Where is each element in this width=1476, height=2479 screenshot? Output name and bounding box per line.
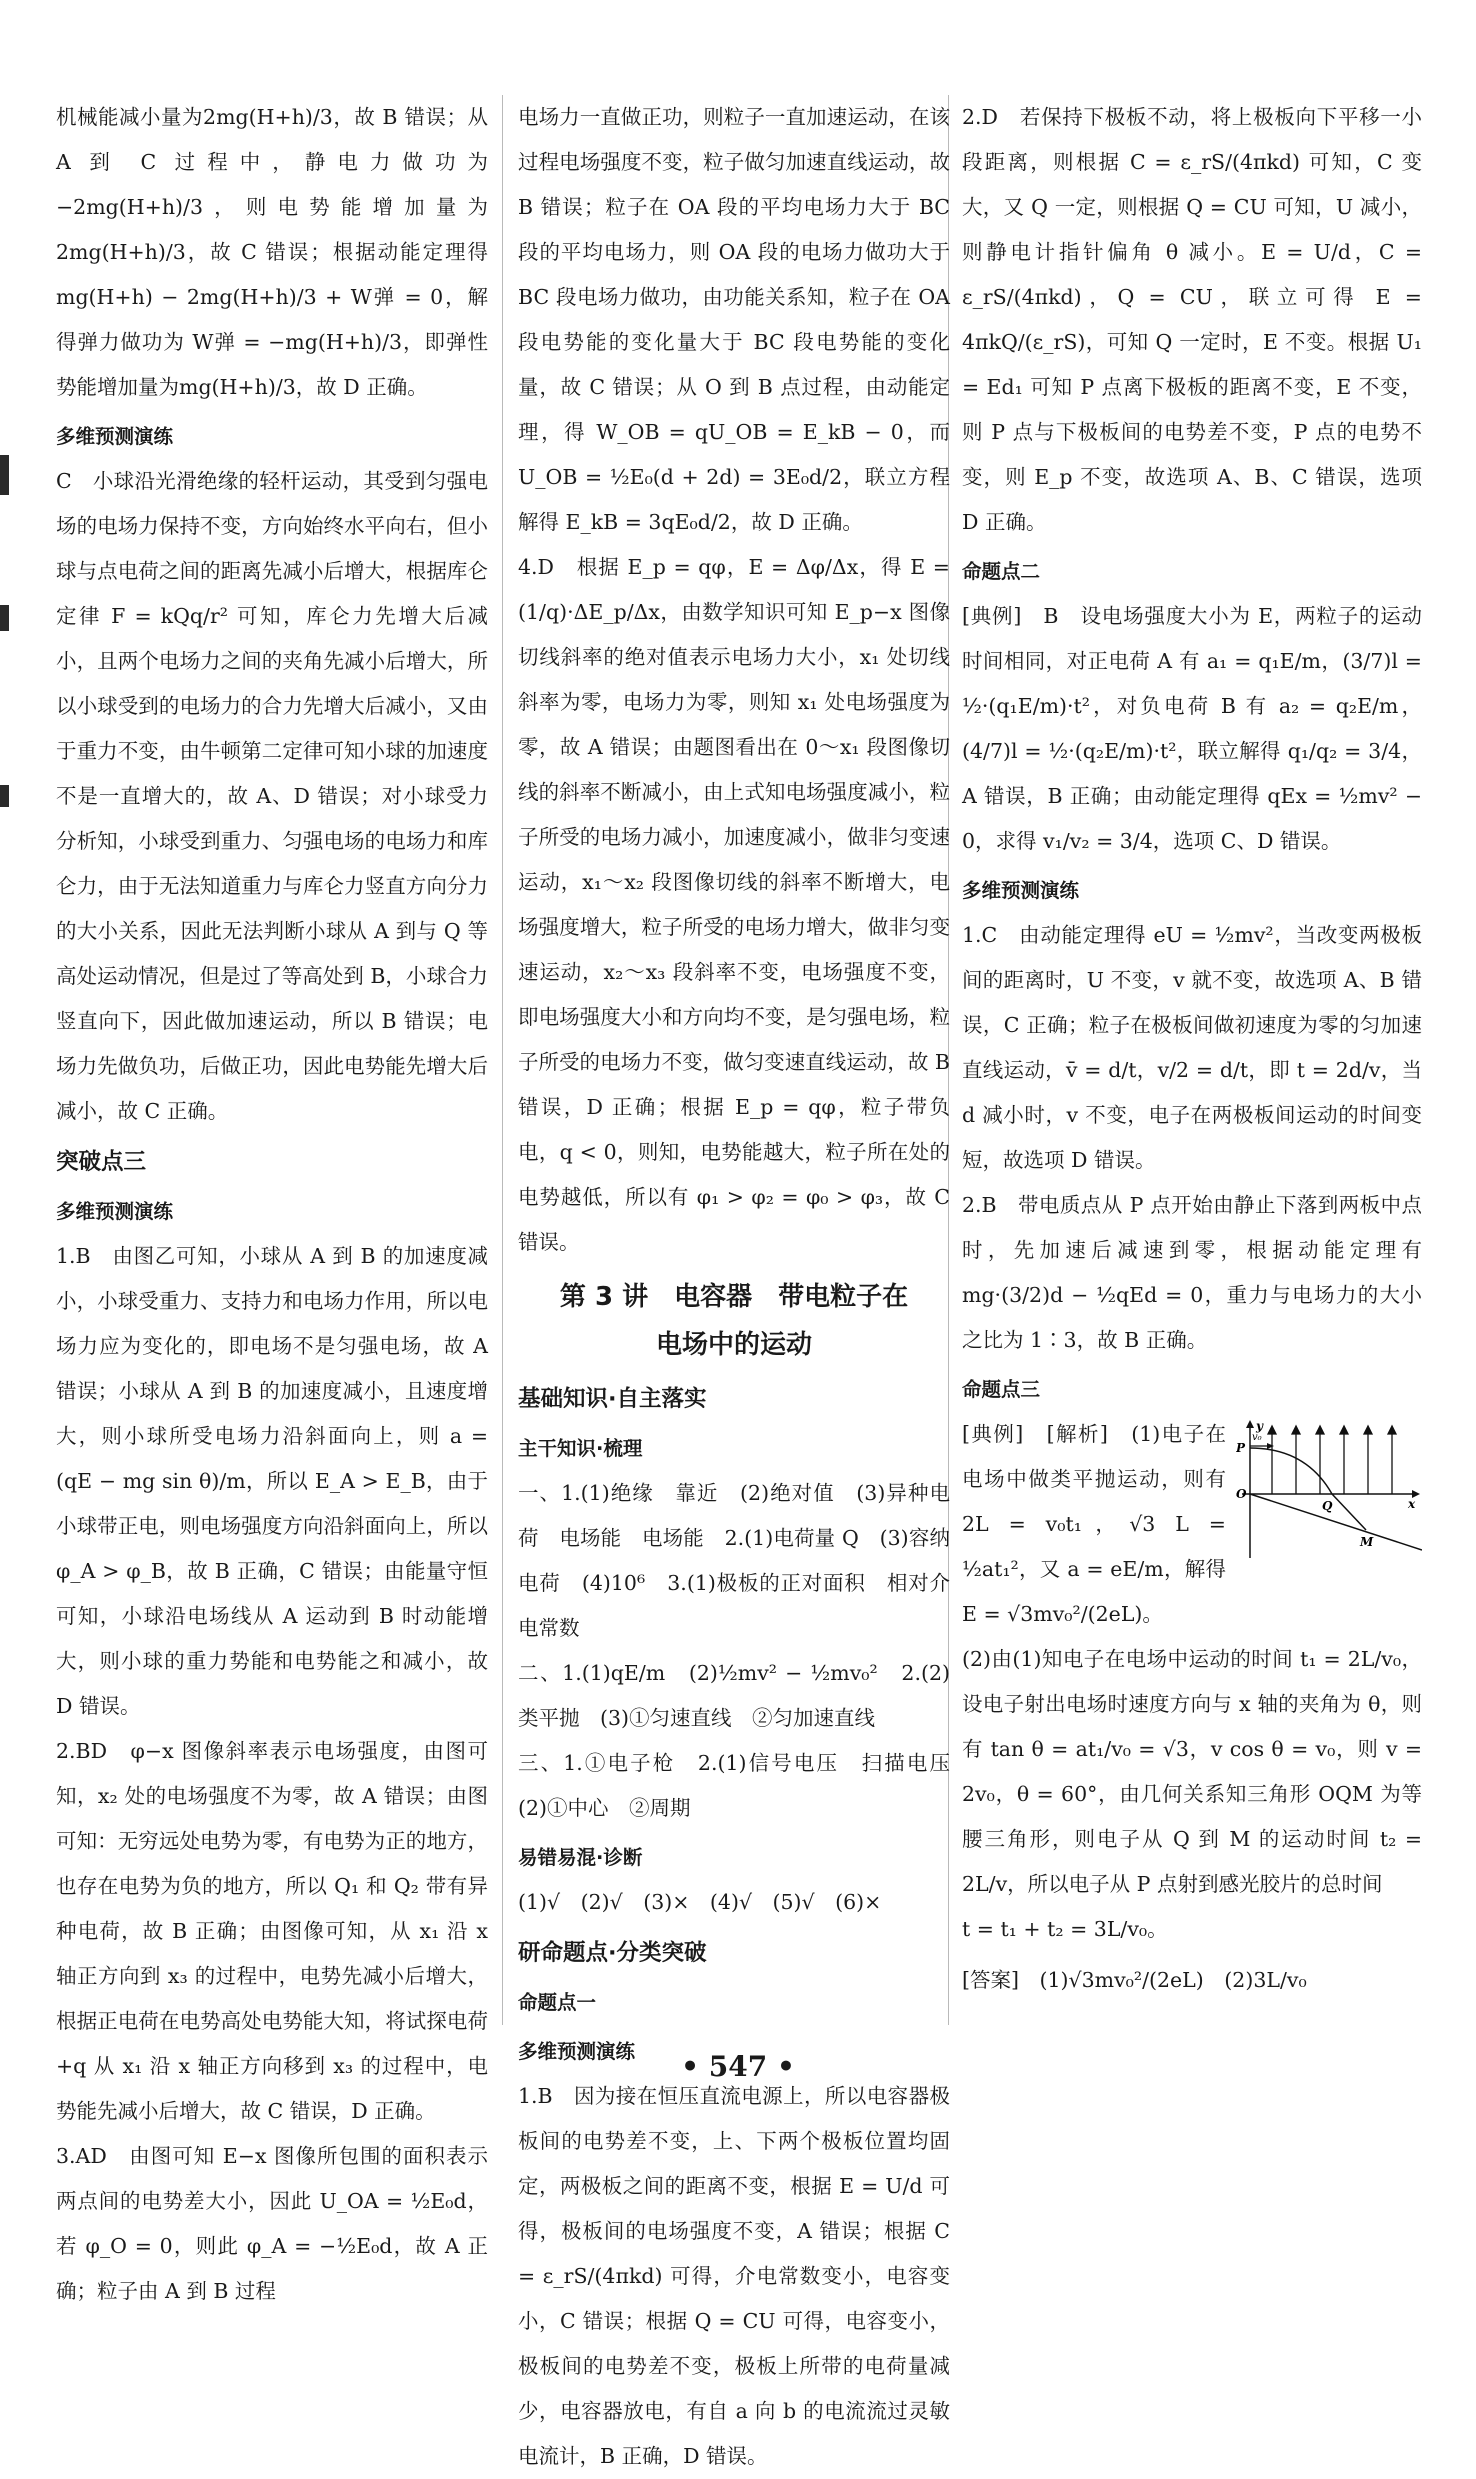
solution-paragraph: 3.AD 由图可知 E−x 图像所包围的面积表示两点间的电势差大小，因此 U_OA = ½E₀d，若 φ_O = 0，则此 φ_A = −½E₀d，故 A 正确；粒子由 A 到 B 过程 (56, 2144, 488, 2303)
solution-paragraph: [典例] B 设电场强度大小为 E，两粒子的运动时间相同，对正电荷 A 有 a₁ = q₁E/m，(3/7)l = ½·(q₁E/m)·t²，对负电荷 B 有 a₂ = q₂E/m，(4/7)l = ½·(q₂E/m)·t²，联立解得 q₁/q₂ = 3/4，A 错误，B 正确；由动能定理得 qEx = ½mv² − 0，求得 v₁/v₂ = 3/4，选项 C、D 错误。 (962, 604, 1422, 853)
column-left (56, 95, 488, 2314)
answer-list: 三、1.①电子枪 2.(1)信号电压 扫描电压 (2)①中心 ②周期 (518, 1751, 971, 1820)
film-line (1250, 1494, 1422, 1550)
figure-label: M (1360, 1535, 1374, 1549)
solution-paragraph: 电场力一直做正功，则粒子一直加速运动，在该过程电场强度不变，粒子做匀加速直线运动，故 B 错误；粒子在 OA 段的平均电场力大于 BC 段的平均电场力，则 OA 段的电场力做功大于 BC 段电场力做功，由功能关系知，粒子在 OA 段电势能的变化量大于 BC 段电势能的变化量，故 C 错误；从 O 到 B 点过程，由动能定理，得 W_OB = qU_OB = E_kB − 0，而 U_OB = ½E₀(d + 2d) = 3E₀d/2，联立方程解得 E_kB = 3qE₀d/2，故 D 正确。 (518, 105, 950, 534)
binding-mark (0, 785, 9, 807)
solution-paragraph: t = t₁ + t₂ = 3L/v₀。 (962, 1917, 1168, 1941)
solution-paragraph: 2.BD φ−x 图像斜率表示电场强度，由图可知，x₂ 处的电场强度不为零，故 A 错误；由图可知：无穷远处电势为零，有电势为正的地方，也存在电势为负的地方，所以 Q₁ 和 Q₂ 带有异种电荷，故 B 正确；由图像可知，从 x₁ 沿 x 轴正方向到 x₃ 的过程中，电势先减小后增大，根据正电荷在电势高处电势能大知，将试探电荷 +q 从 x₁ 沿 x 轴正方向移到 x₃ 的过程中，电势能先减小后增大，故 C 错误，D 正确。 (56, 1739, 488, 2123)
subsection-heading: 命题点二 (962, 560, 1041, 583)
solution-paragraph: 4.D 根据 E_p = qφ，E = Δφ/Δx，得 E = (1/q)·ΔE_p/Δx，由数学知识可知 E_p−x 图像切线斜率的绝对值表示电场力大小，x₁ 处切线斜率为零，电场力为零，则知 x₁ 处电场强度为零，故 A 错误；由题图看出在 0～x₁ 段图像切线的斜率不断减小，由上式知电场强度减小，粒子所受的电场力减小，加速度减小，做非匀变速运动，x₁～x₂ 段图像切线的斜率不断增大，电场强度增大，粒子所受的电场力增大，做非匀变速运动，x₂～x₃ 段斜率不变，电场强度不变，即电场强度大小和方向均不变，是匀强电场，粒子所受的电场力不变，做匀变速直线运动，故 B 错误，D 正确；根据 E_p = qφ，粒子带负电，q < 0，则知，电势能越大，粒子所在处的电势越低，所以有 φ₁ > φ₂ = φ₀ > φ₃，故 C 错误。 (518, 555, 950, 1254)
final-answer: [答案] (1)√3mv₀²/(2eL) (2)3L/v₀ (962, 1968, 1307, 1992)
subsection-heading: 多维预测演练 (56, 1200, 174, 1223)
binding-mark (0, 455, 9, 495)
column-right (962, 95, 1422, 2003)
binding-mark (0, 605, 9, 631)
solution-paragraph: 1.B 因为接在恒压直流电源上，所以电容器极板间的电势差不变，上、下两个极板位置均固定，两极板之间的距离不变，根据 E = U/d 可得，极板间的电场强度不变，A 错误；根据 C = ε_rS/(4πkd) 可得，介电常数变小，电容变小，C 错误；根据 Q = CU 可得，电容变小，极板间的电势差不变，极板上所带的电荷量减少，电容器放电，有自 a 向 b 的电流流过灵敏电流计，B 正确，D 错误。 (518, 2084, 950, 2468)
section-heading: 研命题点·分类突破 (518, 1940, 707, 1966)
answer-list: (1)√ (2)√ (3)× (4)√ (5)√ (6)× (518, 1890, 882, 1914)
figure-label: x (1408, 1497, 1416, 1511)
y-axis-arrow (1246, 1420, 1254, 1428)
solution-paragraph: 2.D 若保持下极板不动，将上极板向下平移一小段距离，则根据 C = ε_rS/(4πkd) 可知，C 变大，又 Q 一定，则根据 Q = CU 可知，U 减小，则静电计指针偏角 θ 减小。E = U/d，C = ε_rS/(4πkd)，Q = CU，联立可得 E = 4πkQ/(ε_rS)，可知 Q 一定时，E 不变。根据 U₁ = Ed₁ 可知 P 点离下极板的距离不变，E 不变，则 P 点与下极板间的电势差不变，P 点的电势不变，则 E_p 不变，故选项 A、B、C 错误，选项 D 正确。 (962, 105, 1422, 534)
figure-label: y (1256, 1419, 1263, 1433)
solution-paragraph: 1.B 由图乙可知，小球从 A 到 B 的加速度减小，小球受重力、支持力和电场力作用，所以电场力应为变化的，即电场不是匀强电场，故 A 错误；小球从 A 到 B 的加速度减小，且速度增大，则小球所受电场力沿斜面向上，则 a = (qE − mg sin θ)/m，所以 E_A > E_B，由于小球带正电，则电场强度方向沿斜面向上，所以 φ_A > φ_B，故 B 正确，C 错误；由能量守恒可知，小球沿电场线从 A 运动到 B 时动能增大，则小球的重力势能和电势能之和减小，故 D 错误。 (56, 1244, 488, 1718)
figure-label: Q (1322, 1499, 1333, 1513)
answer-list: 一、1.(1)绝缘 靠近 (2)绝对值 (3)异种电荷 电场能 电场能 2.(1)电荷量 Q (3)容纳电荷 (4)10⁶ 3.(1)极板的正对面积 相对介电常数 (518, 1481, 950, 1640)
subsection-heading: 多维预测演练 (56, 425, 174, 448)
figure-label: P (1236, 1441, 1246, 1455)
subsection-heading: 命题点三 (962, 1378, 1041, 1401)
column-divider (502, 95, 503, 2025)
subsection-heading: 多维预测演练 (518, 2040, 636, 2063)
initial-velocity-arrowhead (1267, 1443, 1274, 1449)
subsection-heading: 多维预测演练 (962, 879, 1080, 902)
column-middle (518, 95, 971, 2479)
lesson-title-line: 第 3 讲 电容器 带电粒子在 (559, 1282, 909, 1312)
figure-label: O (1236, 1487, 1247, 1501)
solution-paragraph: [典例] [解析] (1)电子在电场中做类平抛运动，则有 2L = v₀t₁，√3 L = ½at₁²，又 a = eE/m，解得 E = √3mv₀²/(2eL)。 (962, 1422, 1226, 1626)
figure-label: v₀ (1252, 1432, 1262, 1443)
solution-paragraph: 机械能减小量为2mg(H+h)/3，故 B 错误；从 A 到 C 过程中，静电力做功为 −2mg(H+h)/3，则电势能增加量为2mg(H+h)/3，故 C 错误；根据动能定理得 mg(H+h) − 2mg(H+h)/3 + W弹 = 0，解得弹力做功为 W弹 = −mg(H+h)/3，即弹性势能增加量为mg(H+h)/3，故 D 正确。 (56, 105, 488, 399)
subsection-heading: 命题点一 (518, 1991, 597, 2014)
section-heading: 基础知识·自主落实 (518, 1386, 707, 1412)
lesson-title-line: 电场中的运动 (655, 1330, 812, 1360)
electron-trajectory-figure (1236, 1418, 1422, 1568)
page-number: • 547 • (681, 2050, 795, 2083)
solution-paragraph: C 小球沿光滑绝缘的轻杆运动，其受到匀强电场的电场力保持不变，方向始终水平向右，但小球与点电荷之间的距离先减小后增大，根据库仑定律 F = kQq/r² 可知，库仑力先增大后减小，且两个电场力之间的夹角先减小后增大，所以小球受到的电场力的合力先增大后减小，又由于重力不变，由牛顿第二定律可知小球的加速度不是一直增大的，故 A、D 错误；对小球受力分析知，小球受到重力、匀强电场的电场力和库仑力，由于无法知道重力与库仑力竖直方向分力的大小关系，因此无法判断小球从 A 到与 Q 等高处运动情况，但是过了等高处到 B，小球合力竖直向下，因此做加速运动，所以 B 错误；电场力先做负功，后做正功，因此电势能先增大后减小，故 C 正确。 (56, 469, 488, 1123)
subsection-heading: 易错易混·诊断 (518, 1846, 643, 1869)
solution-paragraph: 2.B 带电质点从 P 点开始由静止下落到两板中点时，先加速后减速到零，根据动能定理有 mg·(3/2)d − ½qEd = 0，重力与电场力的大小之比为 1∶3，故 B 正确。 (962, 1193, 1422, 1352)
field-lines (1268, 1426, 1396, 1494)
subsection-heading: 主干知识·梳理 (518, 1437, 643, 1460)
answer-list: 二、1.(1)qE/m (2)½mv² − ½mv₀² 2.(2)类平抛 (3)①匀速直线 ②匀加速直线 (518, 1661, 950, 1730)
exit-path (1332, 1494, 1366, 1530)
lesson-title (518, 1273, 950, 1369)
section-heading: 突破点三 (56, 1149, 147, 1175)
solution-paragraph: (2)由(1)知电子在电场中运动的时间 t₁ = 2L/v₀，设电子射出电场时速度方向与 x 轴的夹角为 θ，则有 tan θ = at₁/v₀ = √3，v cos θ = v₀，则 v = 2v₀，θ = 60°，由几何关系知三角形 OQM 为等腰三角形，则电子从 Q 到 M 的运动时间 t₂ = 2L/v，所以电子从 P 点射到感光胶片的总时间 (962, 1647, 1422, 1896)
solution-paragraph: 1.C 由动能定理得 eU = ½mv²，当改变两极板间的距离时，U 不变，v 就不变，故选项 A、B 错误，C 正确；粒子在极板间做初速度为零的匀加速直线运动，v̄ = d/t，v/2 = d/t，即 t = 2d/v，当 d 减小时，v 不变，电子在两极板间运动的时间变短，故选项 D 错误。 (962, 923, 1422, 1172)
